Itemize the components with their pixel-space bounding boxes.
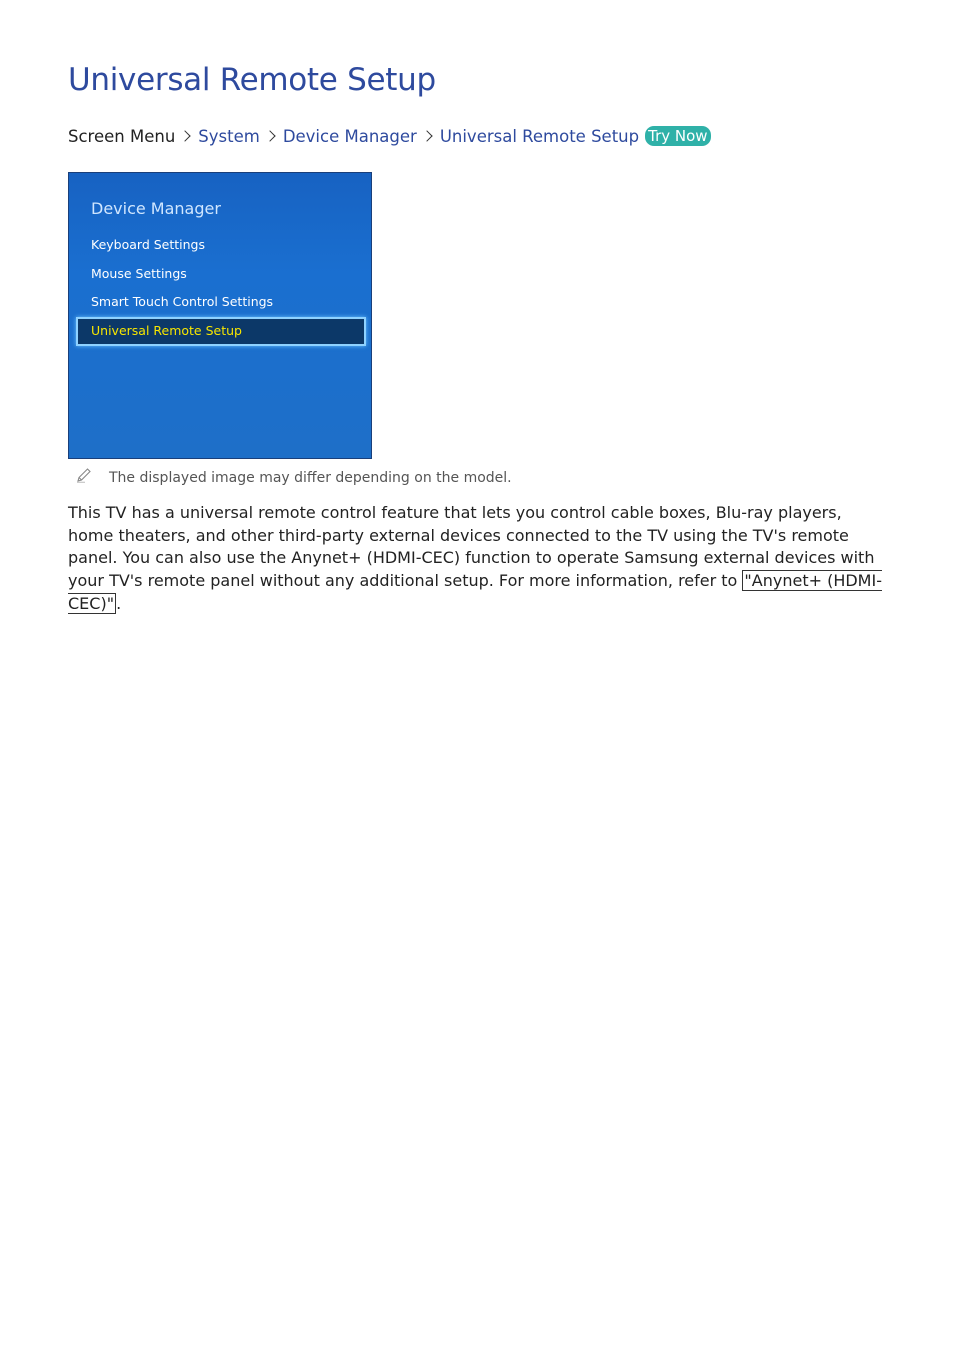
chevron-right-icon bbox=[264, 130, 275, 141]
note-text: The displayed image may differ depending on the model. bbox=[109, 470, 512, 486]
body-text: This TV has a universal remote control feature that lets you control cable boxes, Blu-ray players, home theaters, and other third-party external devices connected to the TV using the TV's remote panel. You can also use the Anynet+ (HDMI-CEC) function to operate Samsung external devices with your TV's remote panel without any additional setup. For more information, refer to bbox=[68, 503, 875, 591]
pencil-icon bbox=[76, 467, 92, 483]
breadcrumb-item-screen-menu: Screen Menu bbox=[68, 126, 176, 146]
tv-menu-screenshot bbox=[68, 172, 372, 459]
body-paragraph bbox=[68, 502, 888, 616]
chevron-right-icon bbox=[180, 130, 191, 141]
tv-menu-title: Device Manager bbox=[91, 199, 221, 218]
body-text-end: . bbox=[116, 593, 122, 613]
anynet-reference-link[interactable]: "Anynet+ (HDMI-CEC)" bbox=[68, 571, 882, 613]
tv-menu-item-smart-touch-control-settings: Smart Touch Control Settings bbox=[91, 294, 274, 309]
try-now-button[interactable]: Try Now bbox=[645, 126, 710, 146]
page-title: Universal Remote Setup bbox=[68, 62, 436, 98]
breadcrumb-item-system[interactable]: System bbox=[198, 126, 260, 146]
breadcrumb-item-device-manager[interactable]: Device Manager bbox=[282, 126, 417, 146]
chevron-right-icon bbox=[421, 130, 432, 141]
tv-menu-item-selected bbox=[76, 317, 366, 346]
breadcrumb bbox=[68, 126, 711, 146]
tv-menu-item-universal-remote-setup: Universal Remote Setup bbox=[91, 323, 242, 338]
breadcrumb-item-universal-remote-setup[interactable]: Universal Remote Setup bbox=[439, 126, 640, 146]
note bbox=[76, 470, 512, 486]
tv-menu-item-keyboard-settings: Keyboard Settings bbox=[91, 237, 206, 252]
tv-menu-item-mouse-settings: Mouse Settings bbox=[91, 266, 187, 281]
